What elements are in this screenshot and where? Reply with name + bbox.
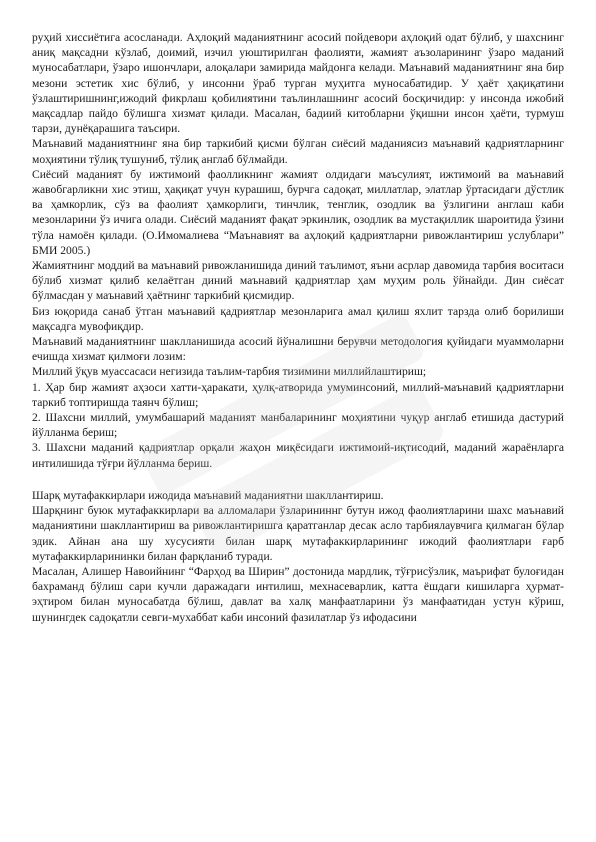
paragraph-political-culture: Сиёсий маданият бу ижтимоий фаолликнинг жамият олдидаги маъсулият, ижтимоий ва маънавий жавобгарликни хис этиш, ҳақиқат учун курашиш, бурчга садоқат, миллатлар, элатлар ўртасидаги дўстлик ва ҳамкорлик, сўз ва фаолият ҳамкорлиги, тинчлик, тенглик, озодлик ва ўзлигини англаш каби мезонларини ўз ичига олади. Сиёсий маданият фақат эркинлик, озодлик ва мустақиллик шароитида ўзини тўла намоён қилади. (О.Имомалиева “Маънавият ва аҳлоқий қадриятларни ривожлантириш услублари” БМИ 2005.) <box>32 167 564 257</box>
document-page <box>32 30 564 625</box>
paragraph-navoi: Масалан, Алишер Навоийнинг “Фарҳод ва Ширин” достонида мардлик, тўғрисўзлик, маърифат булоғидан бахраманд бўлиш сари кучли даражадаги интилиш, мехнасеварлик, катта ёшдаги кишиларга ҳурмат-эҳтиром билан муносабатда бўлиш, давлат ва халқ манфаатларини ўз манфаатидан устун кўриш, шунингдек садоқатли севги-мухаббат каби инсоний фазилатлар ўз ифодасини <box>32 564 564 624</box>
list-item-1: 1. Ҳар бир жамият аҳзоси хатти-ҳаракати, ҳулқ-атворида умуминсоний, миллий-маънавий қадриятларни таркиб топтиришда таянч бўлиш; <box>32 380 564 409</box>
list-item-2: 2. Шахсни миллий, умумбашарий маданият манбаларининг моҳиятини чуқур англаб етишида дастурий йўлланма бериш; <box>32 411 564 440</box>
paragraph-nationalization: Миллий ўқув муассасаси негизида таълим-тарбия тизимини миллийлаштириш; <box>32 365 427 379</box>
paragraph-religion: Жамиятнинг моддий ва маънавий ривожланишида диний таълимот, яъни асрлар давомида тарбия воситаси бўлиб хизмат қилиб келаётган диний маънавий қадриятлар ҳам муҳим роль ўйнайди. Дин сиёсат бўлмасдан у маънавий ҳаётнинг таркибий қисмидир. <box>32 259 564 303</box>
paragraph-eastern-thinkers: Шарқнинг буюк мутафаккирлари ва алломалари ўзларининнг бутун ижод фаолиятларини шахс маънавий маданиятини шакллантириш ва ривожлантиришга қаратганлар десак асло тарбиялаувчига қилмаган бўлар эдик. Айнан ана шу хусусияти билан шарқ мутафаккирларининг ижодий фаолиятлари ғарб мутафаккирларининки билан фарқланиб туради. <box>32 504 564 563</box>
paragraph-moral-culture: руҳий хиссиётига асосланади. Аҳлоқий маданиятнинг асосий пойдевори аҳлоқий одат бўлиб, у шахснинг аниқ мақсадни кўзлаб, доимий, изчил уюштирилган фаолияти, жамият аъзоларининг ўзаро маданий муносабатлари, ўзаро ишончлари, алоқалари замирида майдонга келади. Маънавий маданиятнинг яна бир мезони эстетик хис бўлиб, у инсонни ўраб турган муҳитга муносабатидир. У ҳаёт ҳақиқатини ўзлаштиришнинг,ижодий фикрлаш қобилиятини таълинлашнинг асосий босқичидир: у инсонда ижобий мақсадлар пайдо бўлишга хизмат қилади. Масалан, бадиий китобларни ўқишни инсон ҳаёти, турмуш тарзи, дунёқарашига таъсири. <box>32 31 564 136</box>
section-heading: Шарқ мутафаккирлари ижодида маънавий маданиятни шакллантириш. <box>32 488 384 502</box>
list-item-3: 3. Шахсни маданий қадриятлар орқали жаҳон миқёсидаги ижтимоий-иқтисодий, маданий жараёнларга интилишида тўғри йўлланма бериш. <box>32 441 564 470</box>
paragraph-criteria: Биз юқорида санаб ўтган маънавий қадриятлар мезонларига амал қилиш яхлит тарзда олиб борилиши мақсадга мувофиқдир. <box>32 304 564 333</box>
paragraph-methodology: Маънавий маданиятнинг шаклланишида асосий йўналишни берувчи методология қуйидаги муаммоларни ечишда хизмат қилмоғи лозим: <box>32 335 564 364</box>
paragraph-political-culture-intro: Маънавий маданиятнинг яна бир таркибий қисми бўлган сиёсий маданиясиз маънавий қадриятларнинг моҳиятини тўлиқ тушуниб, тўлиқ англаб бўлмайди. <box>32 137 564 166</box>
